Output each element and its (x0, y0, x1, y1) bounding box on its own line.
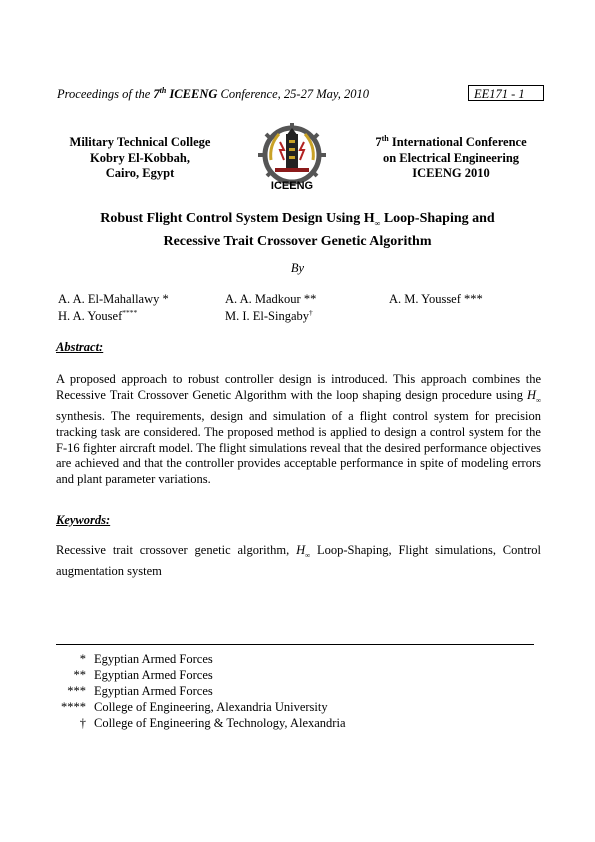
keywords-heading: Keywords: (56, 513, 111, 527)
author-text: A. M. Youssef *** (389, 292, 483, 306)
title-part1: Robust Flight Control System Design Using H (100, 211, 375, 226)
footnote-mark: *** (67, 684, 86, 698)
author-text: M. I. El-Singaby (225, 309, 310, 324)
page-code: EE171 - 1 (474, 87, 525, 101)
footnote (50, 700, 328, 715)
affiliation-right-line2: on Electrical Engineering (382, 150, 520, 165)
affiliation-left-line: Cairo, Egypt (105, 166, 175, 180)
conf-ordinal: 7 (375, 135, 382, 150)
paper-title (60, 210, 535, 251)
header-ordinal: 7 (153, 87, 160, 102)
header-prefix: Proceedings of the (57, 87, 154, 102)
affiliation-left-line: Military Technical College (69, 135, 211, 149)
footnote-text: Egyptian Armed Forces (94, 668, 213, 682)
h-letter: H (526, 387, 536, 402)
conf-name-line1: International Conference (388, 135, 527, 150)
conf-ordinal-sup: th (381, 134, 389, 143)
abstract-text-2: synthesis. The requirements, design and simulation of a flight control system for precision tracking task are considered. The proposed method is applied to design a control system for the F-16 fighter aircraft model. The flight simulations reveal that the desired performance objectives are achieved and that the controller provides acceptable performance in spite of modeling errors and plant parameter variations. (56, 409, 541, 487)
abstract-text-1: A proposed approach to robust controller design is introduced. This approach combines the Recessive Trait Crossover Genetic Algorithm with the loop shaping design procedure using (56, 372, 541, 402)
affiliation-left (55, 135, 225, 182)
header-ordinal-sup: th (159, 86, 167, 95)
footnote-mark: ** (73, 668, 86, 682)
affiliation-right-line1 (356, 131, 546, 151)
title-part2: Loop-Shaping and (380, 211, 495, 226)
keywords-body (56, 543, 541, 580)
footnote-mark: * (79, 652, 86, 666)
author-name (225, 308, 313, 324)
title-infinity-sub: ∞ (374, 218, 381, 228)
abstract-heading: Abstract: (56, 340, 104, 354)
footnote (50, 652, 213, 667)
footnote-mark: **** (61, 700, 86, 714)
abstract-body (56, 372, 541, 488)
iceeng-emblem-logo (253, 120, 331, 198)
author-text: H. A. Yousef (58, 309, 123, 324)
h-infinity (526, 387, 541, 405)
affiliation-right-line3: ICEENG 2010 (412, 166, 490, 181)
logo-text: ICEENG (270, 180, 314, 192)
author-name (58, 292, 169, 307)
footnote (50, 668, 213, 683)
footnote-mark: † (79, 716, 86, 730)
h-letter: H (296, 543, 306, 557)
author-name (225, 292, 316, 307)
footnote-divider (56, 644, 534, 645)
footnote (50, 684, 213, 699)
author-text: A. A. El-Mahallawy * (58, 292, 169, 306)
by-label: By (290, 261, 305, 275)
header-conf-name: ICEENG (169, 87, 218, 102)
author-name (389, 292, 483, 307)
proceedings-header (57, 86, 369, 102)
footnote-text: College of Engineering, Alexandria University (94, 700, 328, 714)
h-sub: ∞ (536, 396, 541, 405)
footnote-text: Egyptian Armed Forces (94, 684, 213, 698)
author-sup: † (309, 308, 313, 317)
keywords-text-1: Recessive trait crossover genetic algorithm, (56, 543, 297, 557)
h-infinity (296, 543, 311, 560)
affiliation-left-line: Kobry El-Kobbah, (89, 150, 191, 165)
h-sub: ∞ (305, 551, 311, 560)
footnote (50, 716, 346, 731)
footnote-text: College of Engineering & Technology, Alexandria (94, 716, 346, 730)
author-sup: **** (122, 308, 138, 317)
affiliation-right (356, 131, 546, 182)
page-code-box (468, 85, 544, 101)
footnote-text: Egyptian Armed Forces (94, 652, 213, 666)
author-name (58, 308, 137, 324)
header-suffix: Conference, 25-27 May, 2010 (217, 87, 369, 102)
title-line2: Recessive Trait Crossover Genetic Algorithm (163, 233, 432, 249)
author-text: A. A. Madkour ** (225, 292, 317, 306)
keywords-text-2: Loop-Shaping, Flight simulations, Control augmentation system (56, 543, 541, 579)
